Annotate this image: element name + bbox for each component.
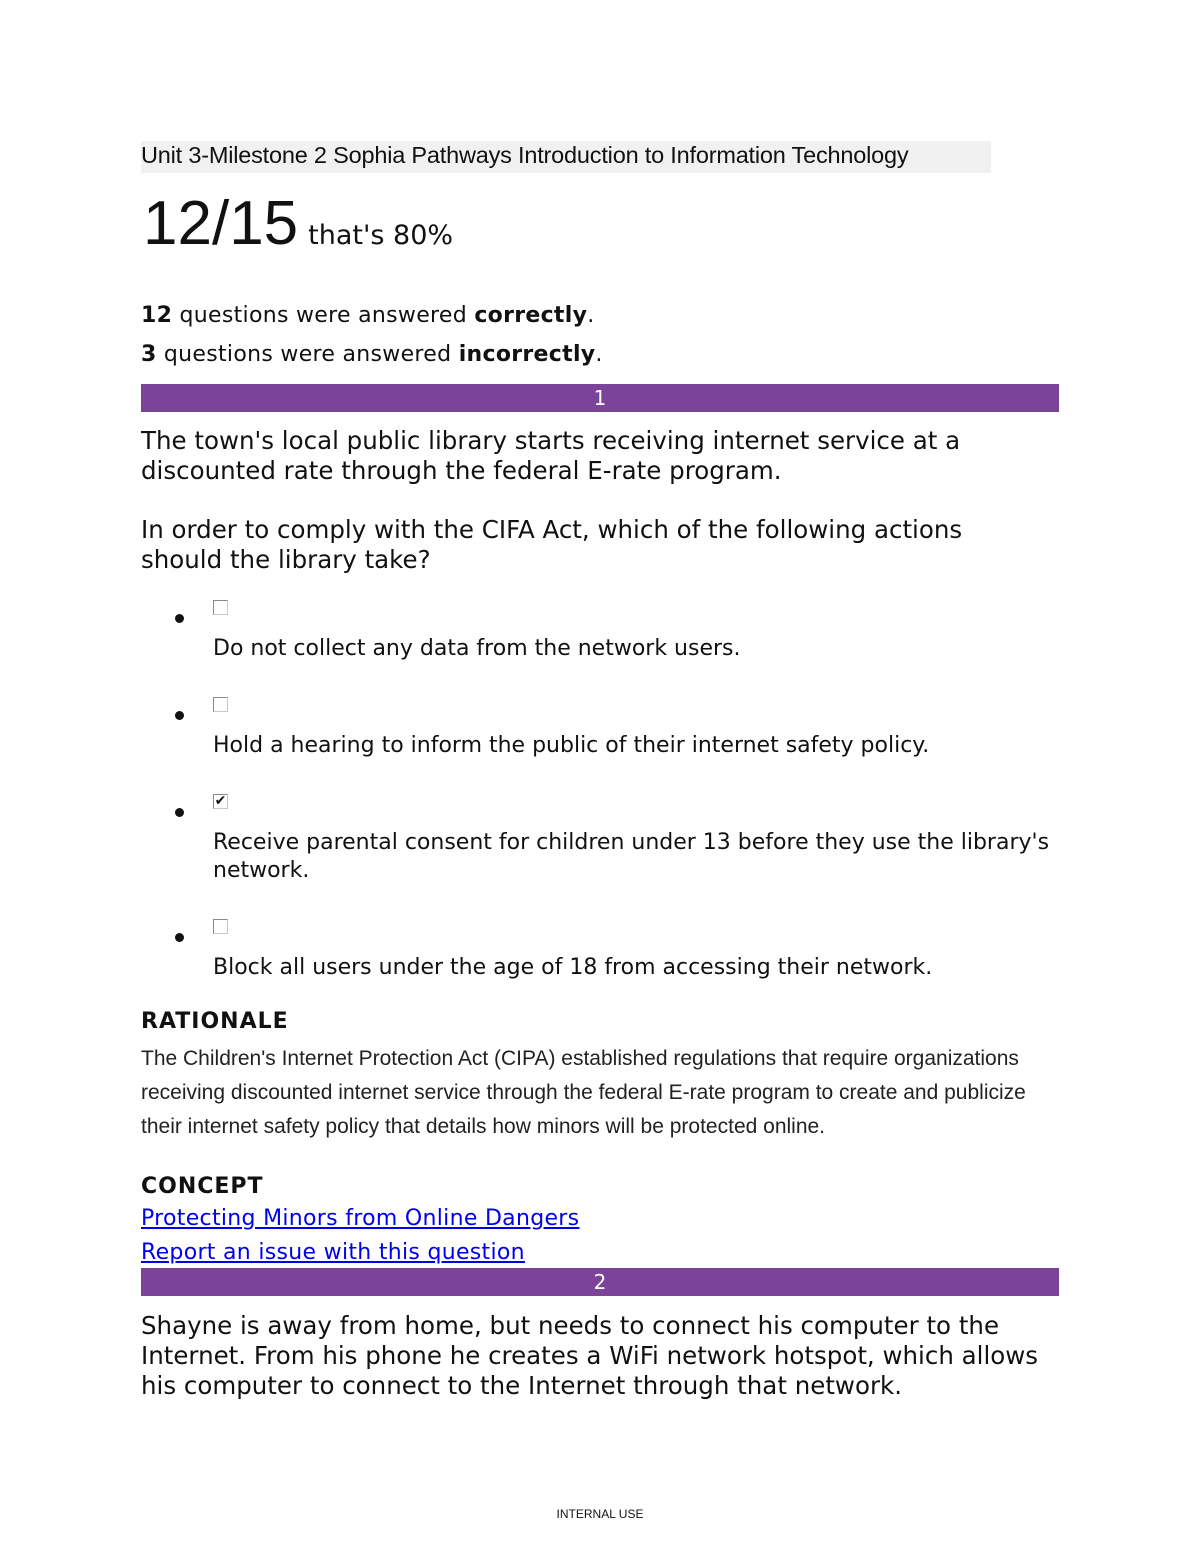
bullet-icon: [175, 614, 184, 623]
correct-summary: [141, 303, 595, 328]
incorrect-period: .: [595, 342, 603, 367]
rationale-heading: RATIONALE: [141, 1009, 289, 1034]
option-label: Receive parental consent for children under 13 before they use the library's network.: [213, 830, 1050, 883]
question-prompt: The town's local public library starts receiving internet service at a discounted rate through the federal E-rate program.: [141, 426, 961, 485]
incorrect-count: 3: [141, 342, 157, 367]
report-issue-link[interactable]: Report an issue with this question: [141, 1240, 525, 1265]
correct-period: .: [587, 303, 595, 328]
concept-heading: CONCEPT: [141, 1174, 264, 1199]
footer-label: INTERNAL USE: [556, 1507, 644, 1521]
correct-count: 12: [141, 303, 173, 328]
bullet-icon: [175, 711, 184, 720]
checkbox-icon[interactable]: [213, 919, 228, 934]
rationale-text: The Children's Internet Protection Act (CIPA) established regulations that require organizations receiving discounted internet service through the federal E-rate program to create and publicize their internet safety policy that details how minors will be protected online.: [141, 1047, 1026, 1138]
incorrect-summary: [141, 342, 603, 367]
option-label: Do not collect any data from the network users.: [213, 636, 741, 661]
bullet-icon: [175, 933, 184, 942]
question-instruction: In order to comply with the CIFA Act, which of the following actions should the library take?: [141, 515, 963, 574]
score-fraction: 12/15: [143, 189, 299, 258]
checkbox-checked-icon[interactable]: ✔: [214, 793, 227, 809]
concept-link[interactable]: Protecting Minors from Online Dangers: [141, 1206, 580, 1231]
question-number-bar: 2: [141, 1268, 1059, 1296]
question-number-bar: 1: [141, 384, 1059, 412]
score-display: [143, 188, 453, 259]
incorrect-word: incorrectly: [458, 342, 596, 367]
bullet-icon: [175, 808, 184, 817]
checkbox-icon[interactable]: [213, 600, 228, 615]
correct-prefix: questions were answered: [172, 303, 475, 328]
page-title: Unit 3-Milestone 2 Sophia Pathways Introduction to Information Technology: [141, 142, 909, 168]
option-label: Hold a hearing to inform the public of their internet safety policy.: [213, 733, 930, 758]
question-prompt: Shayne is away from home, but needs to connect his computer to the Internet. From his phone he creates a WiFi network hotspot, which allows his computer to connect to the Internet through that network.: [141, 1311, 1039, 1400]
score-percent: that's 80%: [308, 220, 454, 251]
correct-word: correctly: [474, 303, 588, 328]
incorrect-prefix: questions were answered: [156, 342, 459, 367]
checkbox-icon[interactable]: [213, 697, 228, 712]
option-label: Block all users under the age of 18 from accessing their network.: [213, 955, 933, 980]
